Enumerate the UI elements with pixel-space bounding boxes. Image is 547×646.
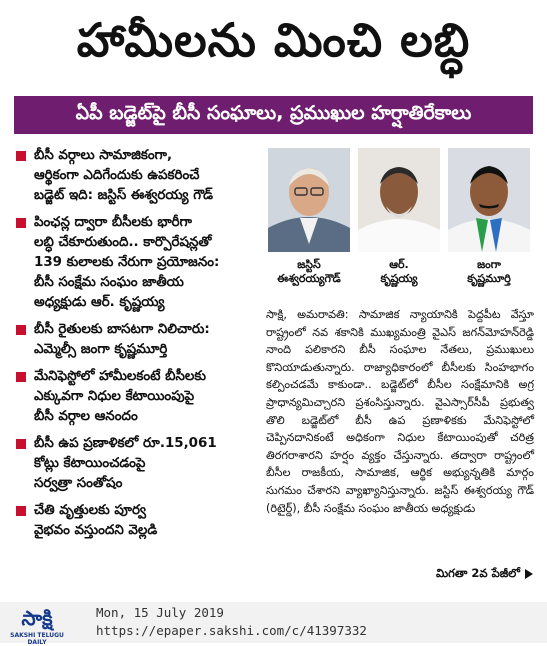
bullet-list (14, 146, 264, 548)
epaper-link[interactable]: https://epaper.sakshi.com/c/41397332 (96, 623, 367, 638)
article-body: సాక్షి, అమరావతి: సామాజిక న్యాయానికి పెద్దపీట వేస్తూ రాష్ట్రంలో నవ శకానికి ముఖ్యమంత్రి వైఎస్ జగన్‌మోహన్‌రెడ్డి నాంది పలికారని బీసీ సంఘాల నేతలు, ప్రముఖులు కొనియాడుతున్నారు. రాజ్యాధికారంలో బీసీలకు సింహభాగం కల్పించడమే కాకుండా.. బడ్జెట్‌లో బీసీల సంక్షేమానికి అగ్ర ప్రాధాన్యమిచ్చారని ప్రశంసిస్తున్నారు. వైఎస్సార్‌సీపీ ప్రభుత్వ తొలి బడ్జెట్‌లో బీసీ ఉప ప్రణాళికకు మేనిఫెస్టోలో చెప్పినదానికంటే అధికంగా నిధుల కేటాయింపుతో చరిత్ర తిరగరాశారని హర్షం వ్యక్తం చేస్తున్నారు. తద్వారా రాష్ట్రంలో బీసీల రాజకీయ, సామాజిక, ఆర్థిక అభ్యున్నతికి మార్గం సుగమం చేశారని వ్యాఖ్యానిస్తున్నారు. జస్టిస్ ఈశ్వరయ్య గౌడ్ (రిటైర్డ్), బీసీ సంక్షేమ సంఘం జాతీయ అధ్యక్షుడు (266, 308, 534, 515)
bullet-text: బీసీ ఉప ప్రణాళికలో రూ.15,061 కోట్లు కేటాయించడంపై సర్వత్రా సంతోషం (34, 436, 217, 491)
bullet-square-icon (16, 439, 26, 449)
bullet-item (14, 367, 264, 427)
arrow-right-icon (525, 569, 533, 579)
caption-eswaraiah-goud: జస్టిస్ ఈశ్వరయ్యగౌడ్ (277, 258, 341, 285)
headline: హామీలను మించి లబ్ధి (76, 13, 471, 67)
portrait-r-krishnaiah (358, 148, 440, 252)
bullet-text: బీసీ రైతులకు బాసటగా నిలిచారు: ఎమ్మెల్సీ జంగా కృష్ణమూర్తి (34, 322, 210, 357)
bullet-item (14, 434, 264, 494)
logo-tagline: SAKSHI TELUGU DAILY (10, 632, 64, 646)
logo-wordmark: సాక్షి (21, 606, 53, 630)
continued-text: మిగతా 2వ పేజీలో (435, 566, 520, 580)
bullet-item (14, 501, 264, 541)
bullet-text: చేతి వృత్తులకు పూర్వ వైభవం వస్తుందని వెల్లడి (34, 503, 158, 538)
bullet-item (14, 320, 264, 360)
portrait-eswaraiah-goud (268, 148, 350, 252)
caption-r-krishnaiah: ఆర్. కృష్ణయ్య (380, 258, 418, 285)
bullet-text: బీసీ వర్గాలు సామాజికంగా, ఆర్థికంగా ఎదిగేందుకు ఉపకరించే బడ్జెట్ ఇది: జస్టిస్ ఈశ్వరయ్య గౌడ్ (34, 148, 214, 203)
caption-janga-krishnamurthy: జంగా కృష్ణమూర్తి (467, 258, 511, 285)
bullet-item (14, 213, 264, 313)
bullet-square-icon (16, 151, 26, 161)
continued-note (436, 566, 533, 583)
edition-date: Mon, 15 July 2019 (96, 605, 224, 620)
bullet-square-icon (16, 372, 26, 382)
bullet-square-icon (16, 506, 26, 516)
bullet-item (14, 146, 264, 206)
bullet-square-icon (16, 218, 26, 228)
footer-bar (0, 602, 547, 646)
subheadline-banner: ఏపీ బడ్జెట్‌పై బీసీ సంఘాలు, ప్రముఖుల హర్షాతిరేకాలు (14, 96, 533, 134)
sakshi-logo (4, 605, 70, 646)
portrait-row (266, 148, 534, 300)
portrait-janga-krishnamurthy (448, 148, 530, 252)
bullet-text: మేనిఫెస్టోలో హామీలకంటే బీసీలకు ఎక్కువగా నిధుల కేటాయింపుపై బీసీ వర్గాల ఆనందం (34, 369, 207, 424)
bullet-text: పింఛన్ల ద్వారా బీసీలకు భారీగా లబ్ధి చేకూరుతుంది.. కార్పొరేషన్లతో 139 కులాలకు నేరుగా ప్రయోజనం: బీసీ సంక్షేమ సంఘం జాతీయ అధ్యక్షుడు ఆర్. కృష్ణయ్య (34, 215, 220, 310)
bullet-square-icon (16, 325, 26, 335)
